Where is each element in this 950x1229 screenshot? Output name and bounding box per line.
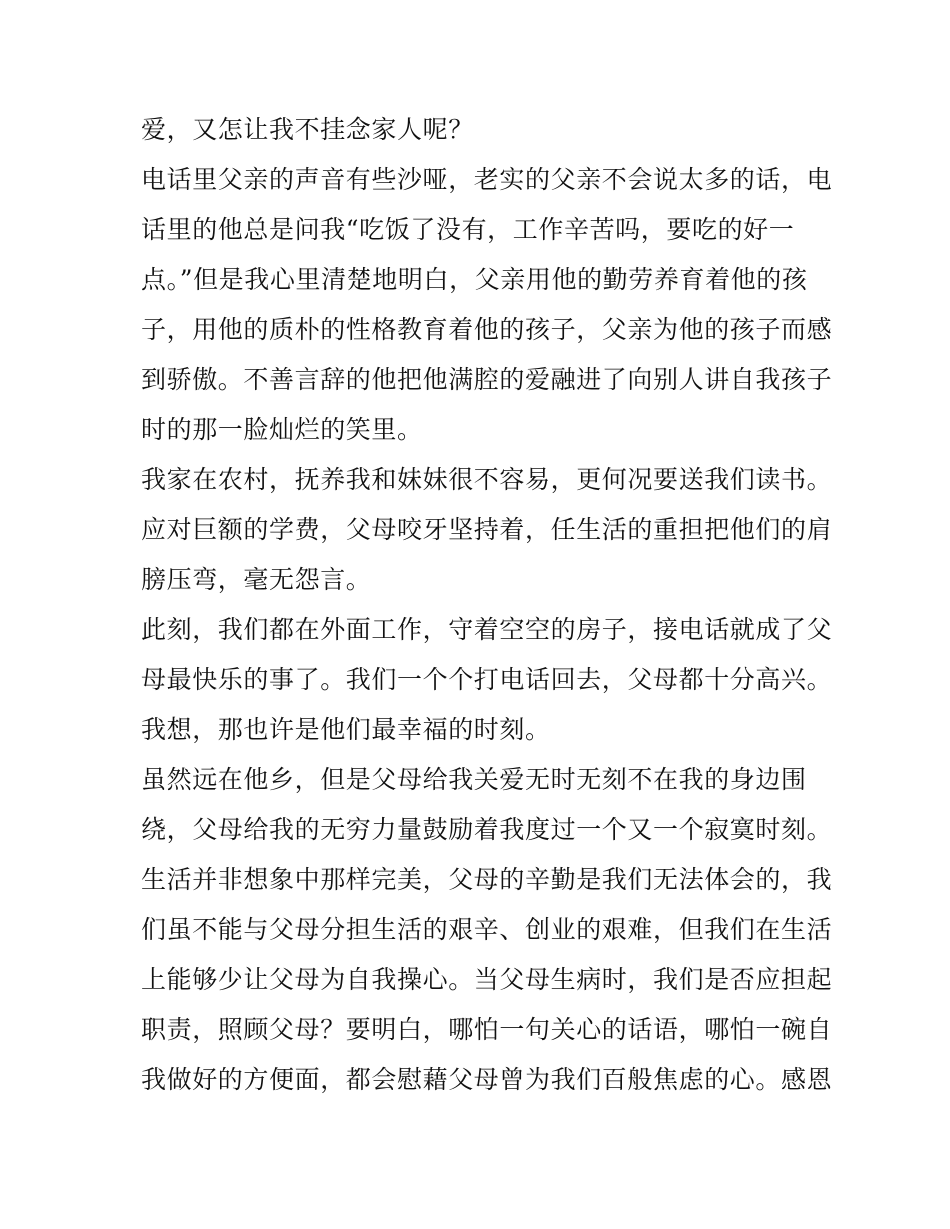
text-line: 虽然远在他乡，但是父母给我关爱无时无刻不在我的身边围: [141, 765, 807, 794]
text-line: 绕，父母给我的无穷力量鼓励着我度过一个又一个寂寞时刻。: [141, 815, 833, 844]
document-body: [141, 108, 833, 1108]
text-line: 此刻，我们都在外面工作，守着空空的房子，接电话就成了父: [141, 615, 833, 644]
text-line: 我想，那也许是他们最幸福的时刻。: [141, 715, 551, 744]
text-line: 我家在农村，抚养我和妹妹很不容易，更何况要送我们读书。: [141, 465, 833, 494]
text-line: 母最快乐的事了。我们一个个打电话回去，父母都十分高兴。: [141, 665, 833, 694]
text-line: 话里的他总是问我“吃饭了没有，工作辛苦吗，要吃的好一: [141, 215, 795, 244]
text-line: 时的那一脸灿烂的笑里。: [141, 415, 423, 444]
text-line: 子，用他的质朴的性格教育着他的孩子，父亲为他的孩子而感: [141, 315, 833, 344]
text-line: 上能够少让父母为自我操心。当父母生病时，我们是否应担起: [141, 965, 833, 994]
text-line: 膀压弯，毫无怨言。: [141, 565, 372, 594]
text-line: 点。”但是我心里清楚地明白，父亲用他的勤劳养育着他的孩: [141, 265, 808, 294]
text-line: 职责，照顾父母？要明白，哪怕一句关心的话语，哪怕一碗自: [141, 1015, 833, 1044]
text-line: 我做好的方便面，都会慰藉父母曾为我们百般焦虑的心。感恩: [141, 1065, 833, 1094]
text-line: 爱，又怎让我不挂念家人呢？: [141, 115, 474, 144]
text-line: 们虽不能与父母分担生活的艰辛、创业的艰难，但我们在生活: [141, 915, 833, 944]
text-line: 应对巨额的学费，父母咬牙坚持着，任生活的重担把他们的肩: [141, 515, 833, 544]
text-line: 到骄傲。不善言辞的他把他满腔的爱融进了向别人讲自我孩子: [141, 365, 833, 394]
text-line: 电话里父亲的声音有些沙哑，老实的父亲不会说太多的话，电: [141, 165, 833, 194]
text-line: 生活并非想象中那样完美，父母的辛勤是我们无法体会的，我: [141, 865, 833, 894]
